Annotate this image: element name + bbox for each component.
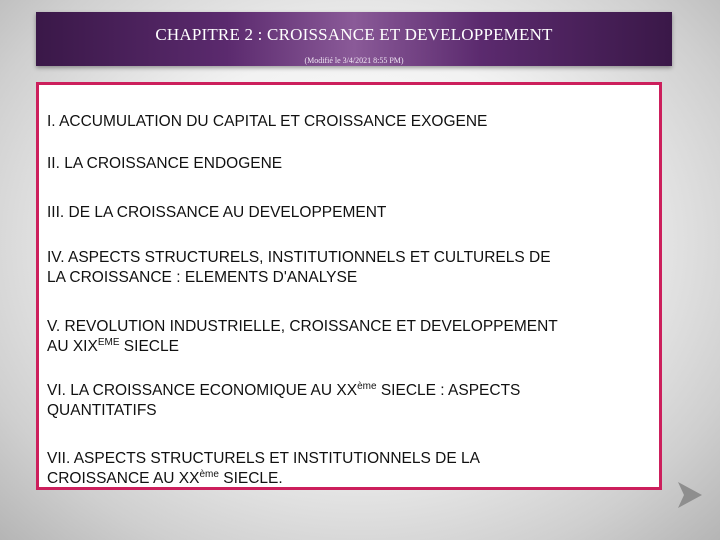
modified-date: (Modifié le 3/4/2021 8:55 PM) xyxy=(304,56,404,65)
section-6-line-1-start: VI. LA CROISSANCE ECONOMIQUE AU XX xyxy=(47,382,358,399)
section-6 xyxy=(47,381,649,421)
section-5-line-2-start: AU XIX xyxy=(47,338,98,355)
slide-title: CHAPITRE 2 : CROISSANCE ET DEVELOPPEMENT xyxy=(155,25,553,44)
section-7-line-2 xyxy=(47,469,649,489)
section-5-superscript: EME xyxy=(97,337,120,348)
section-4-line-2: LA CROISSANCE : ELEMENTS D'ANALYSE xyxy=(47,269,358,286)
section-4 xyxy=(47,248,649,288)
section-6-line-2: QUANTITATIFS xyxy=(47,402,157,419)
section-4-line-1: IV. ASPECTS STRUCTURELS, INSTITUTIONNELS ET CULTURELS DE xyxy=(47,249,551,266)
section-7-line-2-start: CROISSANCE AU XX xyxy=(47,470,200,487)
section-5-line-2 xyxy=(47,337,649,357)
section-5-line-2-end: SIECLE xyxy=(119,338,179,355)
section-5-line-1: V. REVOLUTION INDUSTRIELLE, CROISSANCE ET DEVELOPPEMENT xyxy=(47,318,558,335)
section-5 xyxy=(47,317,649,357)
section-6-line-1 xyxy=(47,381,649,401)
section-3: III. DE LA CROISSANCE AU DEVELOPPEMENT xyxy=(47,204,387,221)
section-6-superscript: ème xyxy=(357,381,377,392)
section-7-superscript: ème xyxy=(199,469,219,480)
section-2: II. LA CROISSANCE ENDOGENE xyxy=(47,155,283,172)
section-6-line-1-end: SIECLE : ASPECTS xyxy=(376,382,521,399)
content-box xyxy=(36,82,662,490)
section-1: I. ACCUMULATION DU CAPITAL ET CROISSANCE EXOGENE xyxy=(47,113,488,130)
section-7-line-1: VII. ASPECTS STRUCTURELS ET INSTITUTIONNELS DE LA xyxy=(47,450,480,467)
title-bar xyxy=(36,12,672,66)
section-7-line-2-end: SIECLE. xyxy=(218,470,283,487)
triangle-arrow-icon[interactable] xyxy=(676,480,704,510)
section-7 xyxy=(47,449,649,489)
